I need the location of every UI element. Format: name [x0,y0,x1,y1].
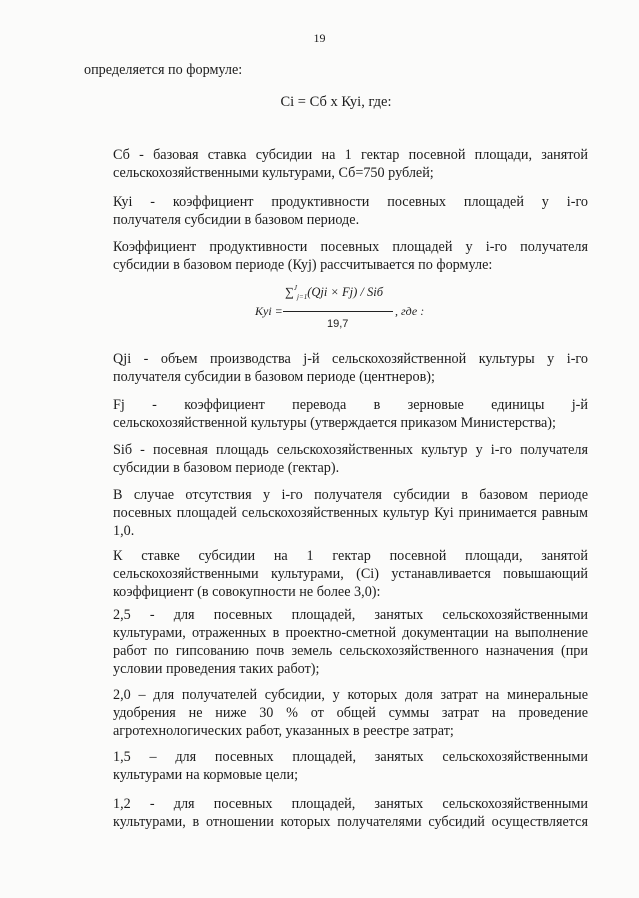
text-line: получателя субсидии в базовом периоде. [113,212,360,228]
text-line: культурами, в отношении которых получателями субсидий осуществляется [113,814,588,830]
text-line: сельскохозяйственными культурами, Сб=750 рублей; [113,165,434,181]
paragraph-kuj [84,238,588,274]
text-line: Siб - посевная площадь сельскохозяйственных культур у i-го получателя [113,442,588,458]
text-line: удобрения не ниже 30 % от общей суммы затрат на проведение [113,705,588,721]
text-line: 1,2 - для посевных площадей, занятых сельскохозяйственными [113,796,588,812]
paragraph-coef-2-5 [84,606,588,678]
text-line: 2,0 – для получателей субсидии, у которых доля затрат на минеральные [113,687,588,703]
text-line: посевных площадей сельскохозяйственных культур Куi принимается равным [113,505,588,521]
paragraph-rate [84,547,588,601]
text-line: сельскохозяйственной культуры (утверждается приказом Министерства); [113,415,556,431]
text-line: 2,5 - для посевных площадей, занятых сельскохозяйственными [113,607,588,623]
sum-lower-limit: j=1 [297,293,308,301]
paragraph-sib [84,441,588,477]
text-line: 1,5 – для посевных площадей, занятых сельскохозяйственными [113,749,588,765]
intro-text: определяется по формуле: [84,62,243,78]
paragraph-qji [84,350,588,386]
text-line: Qji - объем производства j-й сельскохозяйственной культуры у i-го [113,351,588,367]
formula-numerator [285,284,383,301]
formula-tail: , где : [395,304,425,318]
text-line: сельскохозяйственными культурами, (Сi) устанавливается повышающий [113,566,588,582]
text-line: Сб - базовая ставка субсидии на 1 гектар посевной площади, занятой [113,147,588,163]
text-line: Куi - коэффициент продуктивности посевных площадей у i-го [113,194,588,210]
text-line: агротехнологических работ, указанных в реестре затрат; [113,723,454,739]
text-line: К ставке субсидии на 1 гектар посевной площади, занятой [113,548,588,564]
sum-symbol: ∑ [285,285,294,299]
fraction-bar [283,311,393,312]
page-number: 19 [313,31,326,45]
paragraph-coef-2-0 [84,686,588,740]
text-line: условии проведения таких работ); [113,661,320,677]
text-line: работ по гипсованию почв земель сельскохозяйственного назначения (при [113,643,588,659]
paragraph-coef-1-5 [84,748,588,784]
paragraph-absent [84,486,588,540]
text-line: получателя субсидии в базовом периоде (центнеров); [113,369,435,385]
text-line: Fj - коэффициент перевода в зерновые единицы j-й [113,397,588,413]
text-line: культурами на кормовые цели; [113,767,299,783]
formula-denominator: 19,7 [327,318,349,330]
text-line: субсидии в базовом периоде (гектар). [113,460,340,476]
formula-ci: Сi = Сб х Куi, где: [280,94,392,110]
sum-upper-limit: J [293,284,298,292]
text-line: 1,0. [113,523,135,539]
formula-lhs: Kyi = [255,304,283,318]
text-line: субсидии в базовом периоде (Куj) рассчитывается по формуле: [113,257,493,273]
text-line: В случае отсутствия у i-го получателя субсидии в базовом периоде [113,487,588,503]
text-line: культурами, отраженных в проектно-сметной документации на выполнение [113,625,588,641]
paragraph-fj [84,396,588,432]
text-line: Коэффициент продуктивности посевных площадей у i-го получателя [113,239,588,255]
paragraph-coef-1-2 [84,795,588,831]
paragraph-kui [84,193,588,229]
text-line: коэффициент (в совокупности не более 3,0): [113,584,381,600]
paragraph-sb [84,146,588,182]
numerator-expression: (Qji × Fj) / Siб [307,285,384,299]
